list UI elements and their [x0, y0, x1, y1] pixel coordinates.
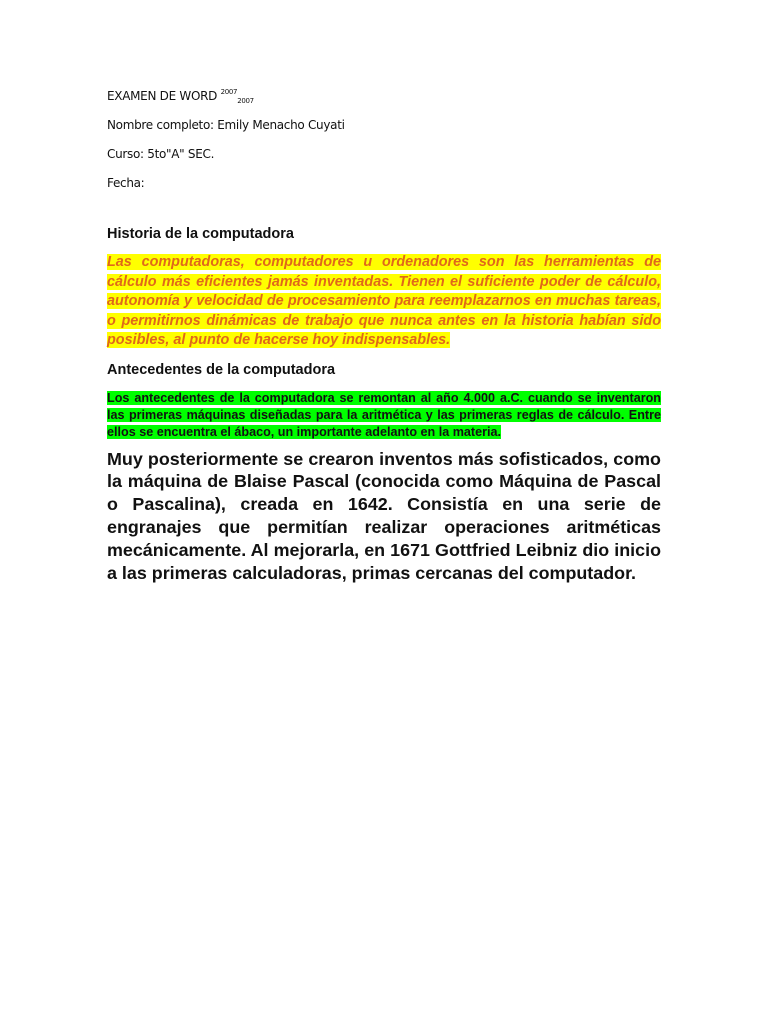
- document-body: [107, 88, 661, 584]
- student-name-line: Nombre completo: Emily Menacho Cuyati: [107, 118, 345, 132]
- section-heading-history: Historia de la computadora: [107, 226, 294, 242]
- antecedents-paragraph: [107, 390, 661, 442]
- exam-title-subscript: 2007: [237, 97, 254, 105]
- exam-title-superscript: 2007: [220, 88, 238, 96]
- highlighted-text-green: Los antecedentes de la computadora se remontan al año 4.000 a.C. cuando se inventaron las primeras máquinas diseñadas para la aritmética y las primeras reglas de cálculo. Entre ellos se encuentra el ábaco, un importante adelanto en la materia.: [107, 390, 661, 440]
- date-line: Fecha:: [107, 176, 145, 190]
- pascal-paragraph: Muy posteriormente se crearon inventos más sofisticados, como la máquina de Blaise Pascal (conocida como Máquina de Pascal o Pascalina), creada en 1642. Consistía en una serie de engranajes que permitían realizar operaciones aritméticas mecánicamente. Al mejorarla, en 1671 Gottfried Leibniz dio inicio a las primeras calculadoras, primas cercanas del computador.: [107, 448, 661, 583]
- spacer: [107, 204, 661, 225]
- course-line: Curso: 5to"A" SEC.: [107, 147, 215, 161]
- exam-title-text: EXAMEN DE WORD: [107, 89, 218, 103]
- highlighted-text-yellow: Las computadoras, computadores u ordenadores son las herramientas de cálculo más eficientes jamás inventadas. Tienen el suficiente poder de cálculo, autonomía y velocidad de procesamiento para reemplazarnos en muchas tareas, o permitirnos dinámicas de trabajo que nunca antes en la historia habían sido posibles, al punto de hacerse hoy indispensables.: [107, 254, 661, 349]
- exam-title: [107, 88, 661, 117]
- history-paragraph: [107, 253, 661, 351]
- section-heading-antecedents: Antecedentes de la computadora: [107, 361, 336, 378]
